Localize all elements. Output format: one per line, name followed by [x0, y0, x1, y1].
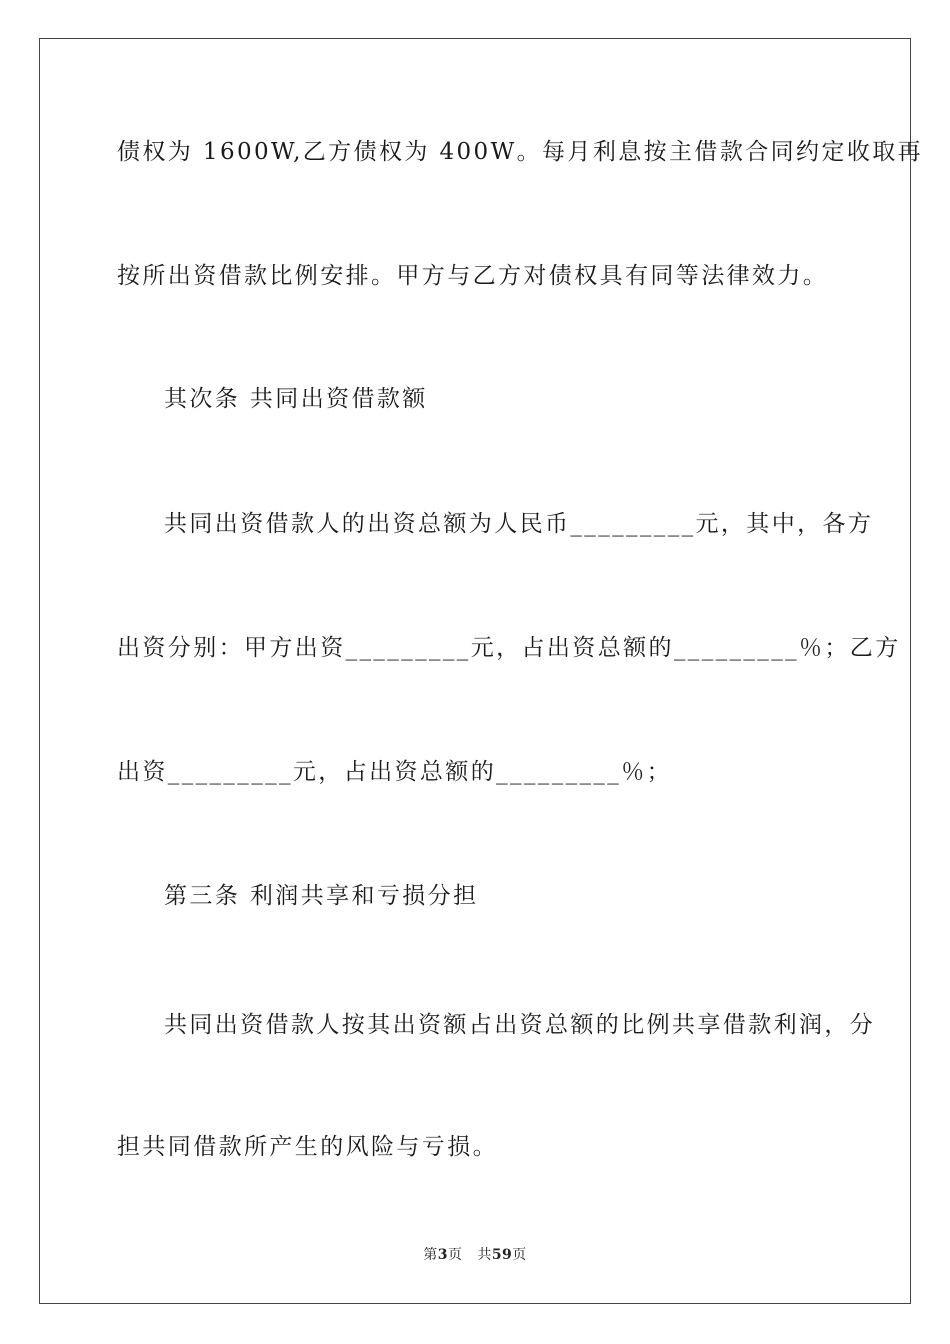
footer-total-prefix: 共	[477, 1247, 492, 1263]
current-page-number: 3	[437, 1247, 448, 1263]
text-line-6: 出资_________元，占出资总额的_________％；	[117, 759, 672, 785]
text-line-8: 共同出资借款人按其出资额占出资总额的比例共享借款利润，分	[164, 1012, 876, 1038]
footer-prefix: 第	[423, 1247, 438, 1263]
text-line-5: 出资分别：甲方出资_________元，占出资总额的_________％；乙方	[117, 635, 901, 661]
footer-page-word: 页	[447, 1247, 463, 1263]
footer-total-suffix: 页	[512, 1247, 527, 1263]
text-line-4: 共同出资借款人的出资总额为人民币_________元，其中，各方	[164, 511, 874, 537]
text-line-2: 按所出资借款比例安排。甲方与乙方对债权具有同等法律效力。	[117, 263, 829, 289]
page-border	[39, 38, 924, 1304]
section-heading-3: 第三条 利润共享和亏损分担	[164, 883, 479, 909]
total-page-count: 59	[491, 1247, 513, 1263]
page-footer	[0, 1246, 950, 1264]
section-heading-2: 其次条 共同出资借款额	[164, 386, 428, 412]
text-line-9: 担共同借款所产生的风险与亏损。	[117, 1134, 498, 1160]
text-line-1: 债权为 1600W,乙方债权为 400W。每月利息按主借款合同约定收取再	[117, 139, 924, 165]
